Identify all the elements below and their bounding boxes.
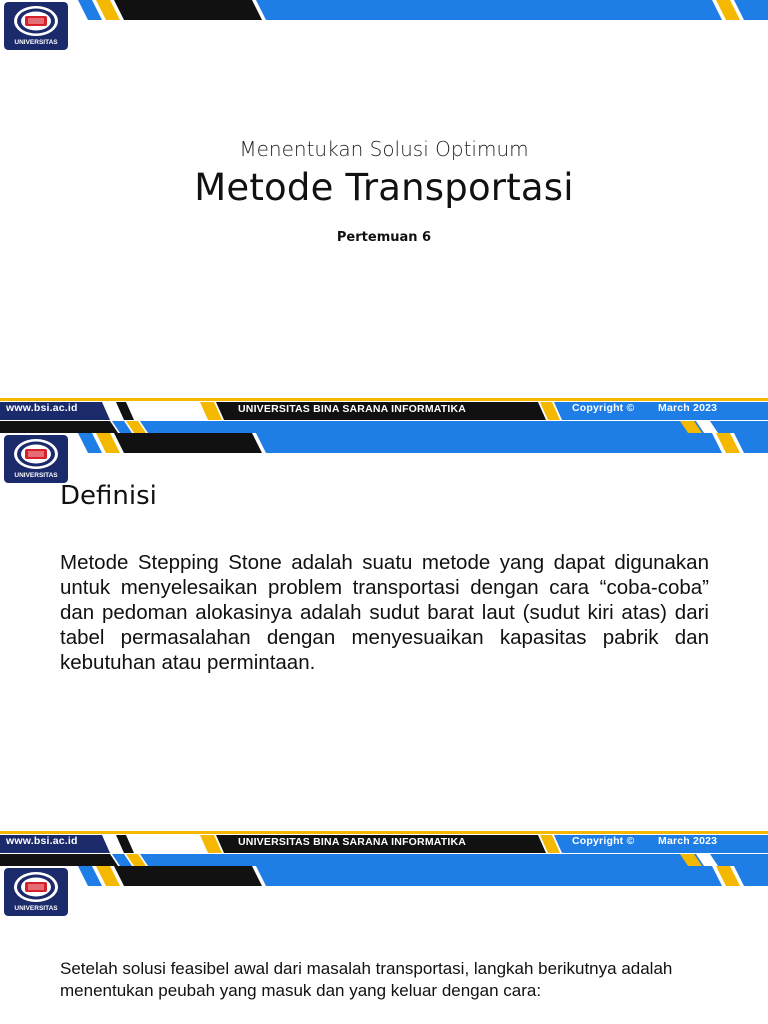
slide-title (0, 0, 768, 433)
footer-copyright: Copyright © (572, 402, 635, 414)
meeting-label: Pertemuan 6 (336, 230, 432, 245)
footer-date: March 2023 (658, 402, 718, 414)
university-logo (4, 435, 68, 483)
university-logo (4, 2, 68, 50)
header-stripes (0, 866, 768, 888)
svg-text:UNIVERSITAS: UNIVERSITAS (14, 472, 58, 479)
footer-university: UNIVERSITAS BINA SARANA INFORMATIKA (238, 836, 467, 848)
header-stripes (0, 433, 768, 455)
slide-footer (0, 398, 768, 433)
footer-website: www.bsi.ac.id (6, 402, 78, 414)
steps-intro-paragraph: Setelah solusi feasibel awal dari masalah transportasi, langkah berikutnya adalah menentukan peubah yang masuk dan yang keluar dengan cara: (60, 959, 673, 1000)
footer-website: www.bsi.ac.id (6, 835, 78, 847)
slide-next-steps (0, 866, 768, 1024)
footer-date: March 2023 (658, 835, 718, 847)
presentation-title: Metode Transportasi (194, 166, 574, 209)
university-logo (4, 868, 68, 916)
slide-footer (0, 831, 768, 866)
footer-copyright: Copyright © (572, 835, 635, 847)
section-heading: Definisi (60, 481, 157, 511)
svg-text:UNIVERSITAS: UNIVERSITAS (14, 905, 58, 912)
definition-paragraph: Metode Stepping Stone adalah suatu metode yang dapat digunakan untuk menyelesaikan problem transportasi dengan cara “coba-coba” dan pedoman alokasinya adalah sudut barat laut (sudut kiri atas) dari tabel permasalahan dengan menyesuaikan kapasitas pabrik dan kebutuhan atau permintaan. (60, 551, 709, 674)
footer-university: UNIVERSITAS BINA SARANA INFORMATIKA (238, 403, 467, 415)
svg-text:UNIVERSITAS: UNIVERSITAS (14, 39, 58, 46)
header-stripes (0, 0, 768, 22)
slide-definition (0, 433, 768, 866)
presentation-subtitle: Menentukan Solusi Optimum (239, 137, 529, 161)
